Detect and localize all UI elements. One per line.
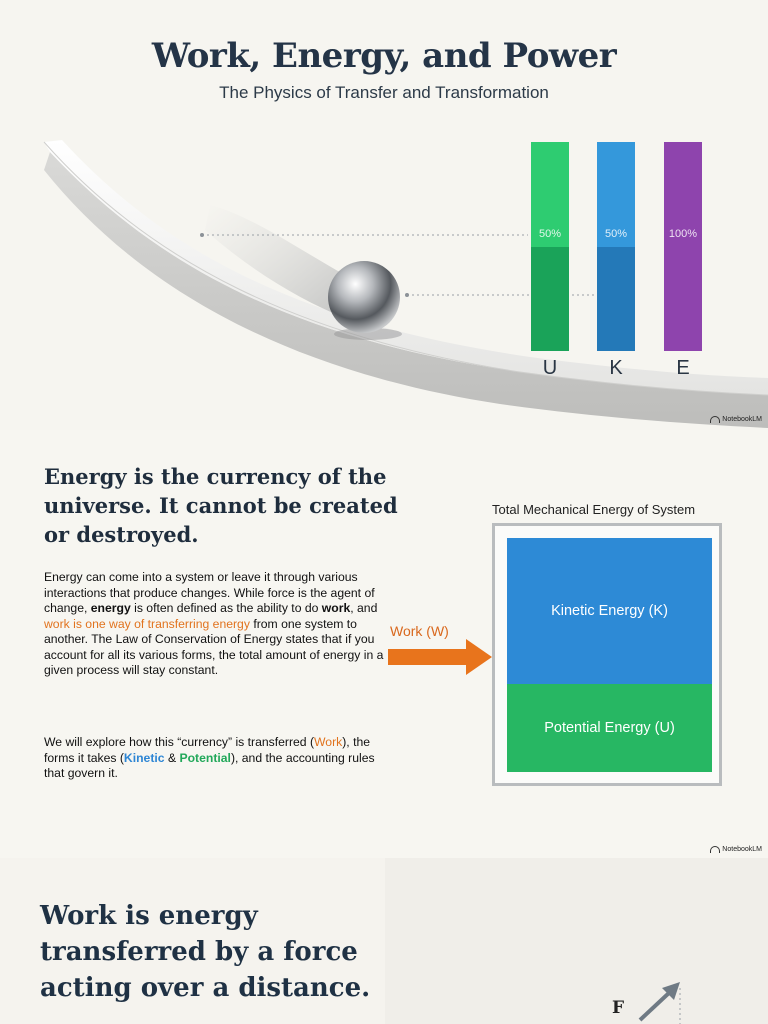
slide-work-definition — [0, 858, 768, 1024]
slide-energy-title — [0, 0, 768, 430]
energy-bar-e — [664, 142, 702, 351]
bar-percent-label: 50% — [538, 228, 562, 240]
potential-energy-block: Potential Energy (U) — [507, 684, 712, 772]
bar-letter-label: U — [542, 357, 558, 379]
page-subtitle: The Physics of Transfer and Transformation — [219, 83, 549, 102]
page-title: Work, Energy, and Power — [151, 36, 617, 76]
illustration-panel — [385, 858, 768, 1024]
bar-percent-label: 100% — [668, 228, 698, 240]
force-label: F — [612, 998, 625, 1018]
slide-energy-currency — [0, 430, 768, 858]
exploration-paragraph: We will explore how this “currency” is transferred (Work), the forms it takes (Kinetic & Potential), and the accounting rules that govern it. — [44, 735, 375, 780]
energy-bar-k — [597, 142, 635, 351]
bar-letter-label: E — [676, 357, 690, 379]
notebooklm-watermark: NotebookLM — [710, 416, 762, 423]
bar-percent-label: 50% — [604, 228, 628, 240]
energy-bar-u — [531, 142, 569, 351]
diagram-title: Total Mechanical Energy of System — [492, 502, 696, 517]
work-input-label: Work (W) — [390, 623, 449, 639]
energy-definition-paragraph: Energy can come into a system or leave it through various interactions that produce changes. While force is the agent of change, energy is often defined as the ability to do work, and work is one way of transferring energy from one system to another. The Law of Conservation of Energy states that if you account for all its various forms, the total amount of energy in a given process will stay constant. — [44, 570, 384, 677]
notebooklm-icon — [710, 416, 720, 423]
section-heading: Energy is the currency of the universe. It cannot be created or destroyed. — [44, 464, 398, 547]
work-transfer-highlight: work is one way of transferring energy — [44, 616, 250, 631]
force-arrow-icon — [636, 978, 686, 1024]
notebooklm-watermark: NotebookLM — [710, 846, 762, 853]
section-heading: Work is energy transferred by a force acting over a distance. — [40, 901, 371, 1003]
notebooklm-icon — [710, 846, 720, 853]
kinetic-energy-block: Kinetic Energy (K) — [507, 538, 712, 684]
work-arrow-icon — [388, 638, 494, 678]
bar-letter-label: K — [609, 357, 623, 379]
steel-ball — [328, 261, 400, 333]
